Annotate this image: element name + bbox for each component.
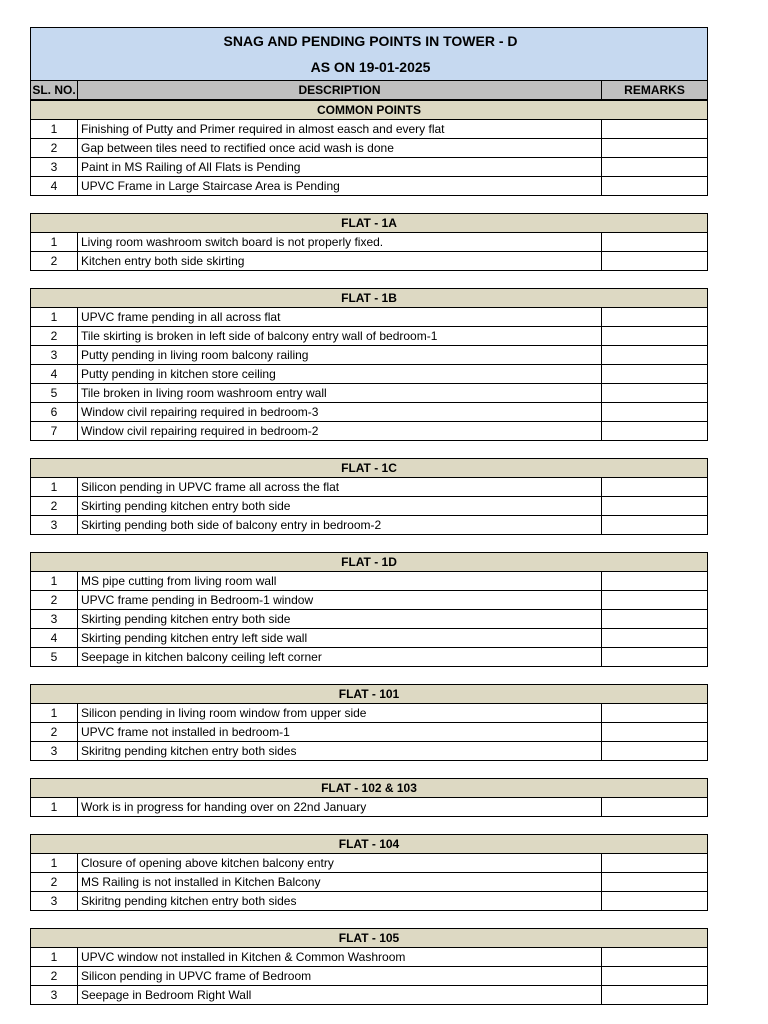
remarks-cell: [602, 967, 708, 986]
sl-no-cell: 5: [31, 648, 78, 667]
sl-no-cell: 1: [31, 572, 78, 591]
table-row: [31, 497, 708, 516]
description-cell: Living room washroom switch board is not properly fixed.: [78, 233, 602, 252]
section-spacer: [30, 761, 707, 778]
column-header-row: [31, 81, 708, 100]
sl-no-cell: 2: [31, 873, 78, 892]
remarks-cell: [602, 252, 708, 271]
description-cell: UPVC Frame in Large Staircase Area is Pending: [78, 177, 602, 196]
table-row: [31, 948, 708, 967]
sl-no-cell: 4: [31, 365, 78, 384]
sl-no-cell: 5: [31, 384, 78, 403]
sl-no-cell: 3: [31, 892, 78, 911]
section-table: [30, 100, 708, 196]
remarks-cell: [602, 327, 708, 346]
sl-no-cell: 2: [31, 252, 78, 271]
sheet-subtitle: AS ON 19-01-2025: [31, 54, 708, 81]
description-cell: Skirting pending kitchen entry both side: [78, 497, 602, 516]
table-row: [31, 158, 708, 177]
sl-no-cell: 1: [31, 798, 78, 817]
description-cell: Seepage in Bedroom Right Wall: [78, 986, 602, 1005]
table-row: [31, 704, 708, 723]
section-heading: FLAT - 1B: [31, 289, 708, 308]
description-cell: Work is in progress for handing over on 22nd January: [78, 798, 602, 817]
sl-no-cell: 1: [31, 233, 78, 252]
description-cell: UPVC frame pending in Bedroom-1 window: [78, 591, 602, 610]
section-table: [30, 834, 708, 911]
remarks-cell: [602, 798, 708, 817]
description-cell: Paint in MS Railing of All Flats is Pending: [78, 158, 602, 177]
table-row: [31, 177, 708, 196]
section-heading-row: [31, 459, 708, 478]
remarks-cell: [602, 422, 708, 441]
remarks-cell: [602, 948, 708, 967]
table-row: [31, 308, 708, 327]
remarks-cell: [602, 233, 708, 252]
sl-no-cell: 1: [31, 854, 78, 873]
remarks-cell: [602, 497, 708, 516]
remarks-cell: [602, 177, 708, 196]
table-row: [31, 478, 708, 497]
description-cell: UPVC window not installed in Kitchen & Common Washroom: [78, 948, 602, 967]
section-heading: FLAT - 101: [31, 685, 708, 704]
remarks-cell: [602, 704, 708, 723]
sl-no-cell: 1: [31, 120, 78, 139]
section-heading: FLAT - 104: [31, 835, 708, 854]
description-cell: Tile skirting is broken in left side of balcony entry wall of bedroom-1: [78, 327, 602, 346]
table-row: [31, 854, 708, 873]
description-cell: Silicon pending in living room window from upper side: [78, 704, 602, 723]
snag-list-sheet: [30, 27, 707, 1005]
description-cell: Closure of opening above kitchen balcony entry: [78, 854, 602, 873]
table-row: [31, 120, 708, 139]
description-cell: Silicon pending in UPVC frame all across the flat: [78, 478, 602, 497]
column-header-sl-no: SL. NO.: [31, 81, 78, 100]
remarks-cell: [602, 591, 708, 610]
title-row: [31, 28, 708, 55]
description-cell: Window civil repairing required in bedroom-2: [78, 422, 602, 441]
section-heading-row: [31, 685, 708, 704]
section-table: [30, 552, 708, 667]
sl-no-cell: 2: [31, 967, 78, 986]
table-row: [31, 798, 708, 817]
table-row: [31, 873, 708, 892]
section-heading: FLAT - 102 & 103: [31, 779, 708, 798]
sl-no-cell: 1: [31, 704, 78, 723]
sl-no-cell: 1: [31, 478, 78, 497]
sl-no-cell: 4: [31, 177, 78, 196]
table-row: [31, 648, 708, 667]
remarks-cell: [602, 346, 708, 365]
sl-no-cell: 2: [31, 591, 78, 610]
table-row: [31, 384, 708, 403]
description-cell: Window civil repairing required in bedroom-3: [78, 403, 602, 422]
table-row: [31, 252, 708, 271]
section-spacer: [30, 667, 707, 684]
remarks-cell: [602, 158, 708, 177]
remarks-cell: [602, 629, 708, 648]
sl-no-cell: 2: [31, 327, 78, 346]
table-row: [31, 516, 708, 535]
table-row: [31, 572, 708, 591]
table-row: [31, 967, 708, 986]
table-row: [31, 629, 708, 648]
description-cell: Finishing of Putty and Primer required in almost easch and every flat: [78, 120, 602, 139]
sl-no-cell: 3: [31, 610, 78, 629]
table-row: [31, 892, 708, 911]
section-spacer: [30, 271, 707, 288]
section-spacer: [30, 817, 707, 834]
description-cell: Seepage in kitchen balcony ceiling left corner: [78, 648, 602, 667]
sl-no-cell: 2: [31, 139, 78, 158]
description-cell: Tile broken in living room washroom entry wall: [78, 384, 602, 403]
section-heading-row: [31, 929, 708, 948]
description-cell: Skirting pending both side of balcony entry in bedroom-2: [78, 516, 602, 535]
section-spacer: [30, 535, 707, 552]
section-heading-row: [31, 214, 708, 233]
sl-no-cell: 3: [31, 742, 78, 761]
remarks-cell: [602, 723, 708, 742]
sl-no-cell: 1: [31, 948, 78, 967]
remarks-cell: [602, 610, 708, 629]
remarks-cell: [602, 365, 708, 384]
table-row: [31, 723, 708, 742]
section-heading: FLAT - 105: [31, 929, 708, 948]
column-header-remarks: REMARKS: [602, 81, 708, 100]
remarks-cell: [602, 384, 708, 403]
section-heading: FLAT - 1A: [31, 214, 708, 233]
section-spacer: [30, 441, 707, 458]
description-cell: Skiritng pending kitchen entry both sides: [78, 742, 602, 761]
section-heading: FLAT - 1D: [31, 553, 708, 572]
sl-no-cell: 3: [31, 516, 78, 535]
description-cell: Putty pending in kitchen store ceiling: [78, 365, 602, 384]
sl-no-cell: 1: [31, 308, 78, 327]
remarks-cell: [602, 873, 708, 892]
table-row: [31, 986, 708, 1005]
description-cell: Skiritng pending kitchen entry both sides: [78, 892, 602, 911]
table-row: [31, 403, 708, 422]
sl-no-cell: 2: [31, 723, 78, 742]
description-cell: Skirting pending kitchen entry left side wall: [78, 629, 602, 648]
section-spacer: [30, 911, 707, 928]
sl-no-cell: 6: [31, 403, 78, 422]
remarks-cell: [602, 572, 708, 591]
table-row: [31, 422, 708, 441]
sections-container: [30, 100, 707, 1005]
sl-no-cell: 7: [31, 422, 78, 441]
section-heading: COMMON POINTS: [31, 101, 708, 120]
remarks-cell: [602, 986, 708, 1005]
header-table: [30, 27, 708, 100]
section-heading-row: [31, 553, 708, 572]
remarks-cell: [602, 742, 708, 761]
table-row: [31, 327, 708, 346]
sheet-title: SNAG AND PENDING POINTS IN TOWER - D: [31, 28, 708, 55]
table-row: [31, 591, 708, 610]
remarks-cell: [602, 403, 708, 422]
table-row: [31, 742, 708, 761]
section-table: [30, 213, 708, 271]
subtitle-row: [31, 54, 708, 81]
description-cell: Kitchen entry both side skirting: [78, 252, 602, 271]
section-heading: FLAT - 1C: [31, 459, 708, 478]
section-table: [30, 778, 708, 817]
table-row: [31, 233, 708, 252]
section-heading-row: [31, 289, 708, 308]
description-cell: Gap between tiles need to rectified once acid wash is done: [78, 139, 602, 158]
section-table: [30, 928, 708, 1005]
sl-no-cell: 4: [31, 629, 78, 648]
section-table: [30, 458, 708, 535]
remarks-cell: [602, 120, 708, 139]
sl-no-cell: 3: [31, 346, 78, 365]
sl-no-cell: 3: [31, 158, 78, 177]
table-row: [31, 365, 708, 384]
sl-no-cell: 3: [31, 986, 78, 1005]
table-row: [31, 139, 708, 158]
section-table: [30, 288, 708, 441]
description-cell: Silicon pending in UPVC frame of Bedroom: [78, 967, 602, 986]
remarks-cell: [602, 516, 708, 535]
remarks-cell: [602, 478, 708, 497]
description-cell: Skirting pending kitchen entry both side: [78, 610, 602, 629]
section-heading-row: [31, 779, 708, 798]
column-header-description: DESCRIPTION: [78, 81, 602, 100]
remarks-cell: [602, 308, 708, 327]
description-cell: UPVC frame not installed in bedroom-1: [78, 723, 602, 742]
table-row: [31, 610, 708, 629]
section-heading-row: [31, 835, 708, 854]
description-cell: UPVC frame pending in all across flat: [78, 308, 602, 327]
description-cell: MS Railing is not installed in Kitchen Balcony: [78, 873, 602, 892]
table-row: [31, 346, 708, 365]
remarks-cell: [602, 648, 708, 667]
description-cell: MS pipe cutting from living room wall: [78, 572, 602, 591]
section-table: [30, 684, 708, 761]
section-spacer: [30, 196, 707, 213]
section-heading-row: [31, 101, 708, 120]
remarks-cell: [602, 139, 708, 158]
sl-no-cell: 2: [31, 497, 78, 516]
remarks-cell: [602, 854, 708, 873]
description-cell: Putty pending in living room balcony railing: [78, 346, 602, 365]
remarks-cell: [602, 892, 708, 911]
